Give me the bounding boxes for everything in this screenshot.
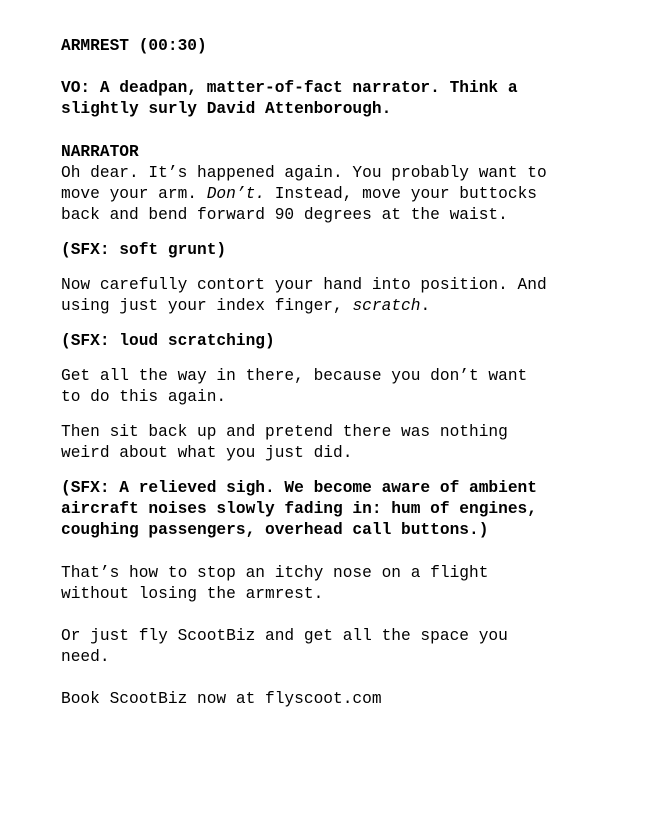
- narration-6-line-1: Or just fly ScootBiz and get all the space you: [61, 627, 508, 645]
- narration-2-text: using just your index finger,: [61, 297, 353, 315]
- narration-1-line-3: back and bend forward 90 degrees at the waist.: [61, 206, 508, 224]
- narration-4-line-2: weird about what you just did.: [61, 444, 353, 462]
- scene-heading: ARMREST (00:30): [61, 37, 207, 55]
- sfx-cue-3-line-2: aircraft noises slowly fading in: hum of engines,: [61, 500, 537, 518]
- narration-5-line-2: without losing the armrest.: [61, 585, 324, 603]
- closing-line: Book ScootBiz now at flyscoot.com: [61, 690, 382, 708]
- sfx-cue-3-line-3: coughing passengers, overhead call buttons.): [61, 521, 489, 539]
- sfx-cue-2: (SFX: loud scratching): [61, 332, 275, 350]
- narration-2-line-1: Now carefully contort your hand into position. And: [61, 276, 547, 294]
- narration-2-line-2: [61, 296, 430, 317]
- sfx-cue-3-line-1: (SFX: A relieved sigh. We become aware of ambient: [61, 479, 537, 497]
- narration-1-line-2: [61, 184, 537, 205]
- script-page: [61, 36, 621, 834]
- narration-3-line-2: to do this again.: [61, 388, 227, 406]
- narration-6-line-2: need.: [61, 648, 110, 666]
- narration-1-line-1: Oh dear. It’s happened again. You probably want to: [61, 164, 547, 182]
- narration-3-line-1: Get all the way in there, because you don’t want: [61, 367, 528, 385]
- narration-4-line-1: Then sit back up and pretend there was nothing: [61, 423, 508, 441]
- sfx-cue-1: (SFX: soft grunt): [61, 241, 227, 259]
- narration-2-emphasis: scratch: [352, 297, 421, 315]
- narration-1-text-cont: Instead, move your buttocks: [265, 185, 538, 203]
- narration-1-emphasis: Don’t.: [206, 185, 266, 203]
- narration-5-line-1: That’s how to stop an itchy nose on a flight: [61, 564, 489, 582]
- narration-1-text: move your arm.: [61, 185, 207, 203]
- vo-note-line-1: VO: A deadpan, matter-of-fact narrator. Think a: [61, 79, 518, 97]
- vo-note-line-2: slightly surly David Attenborough.: [61, 100, 392, 118]
- speaker-name: NARRATOR: [61, 143, 139, 161]
- narration-2-text-cont: .: [420, 297, 431, 315]
